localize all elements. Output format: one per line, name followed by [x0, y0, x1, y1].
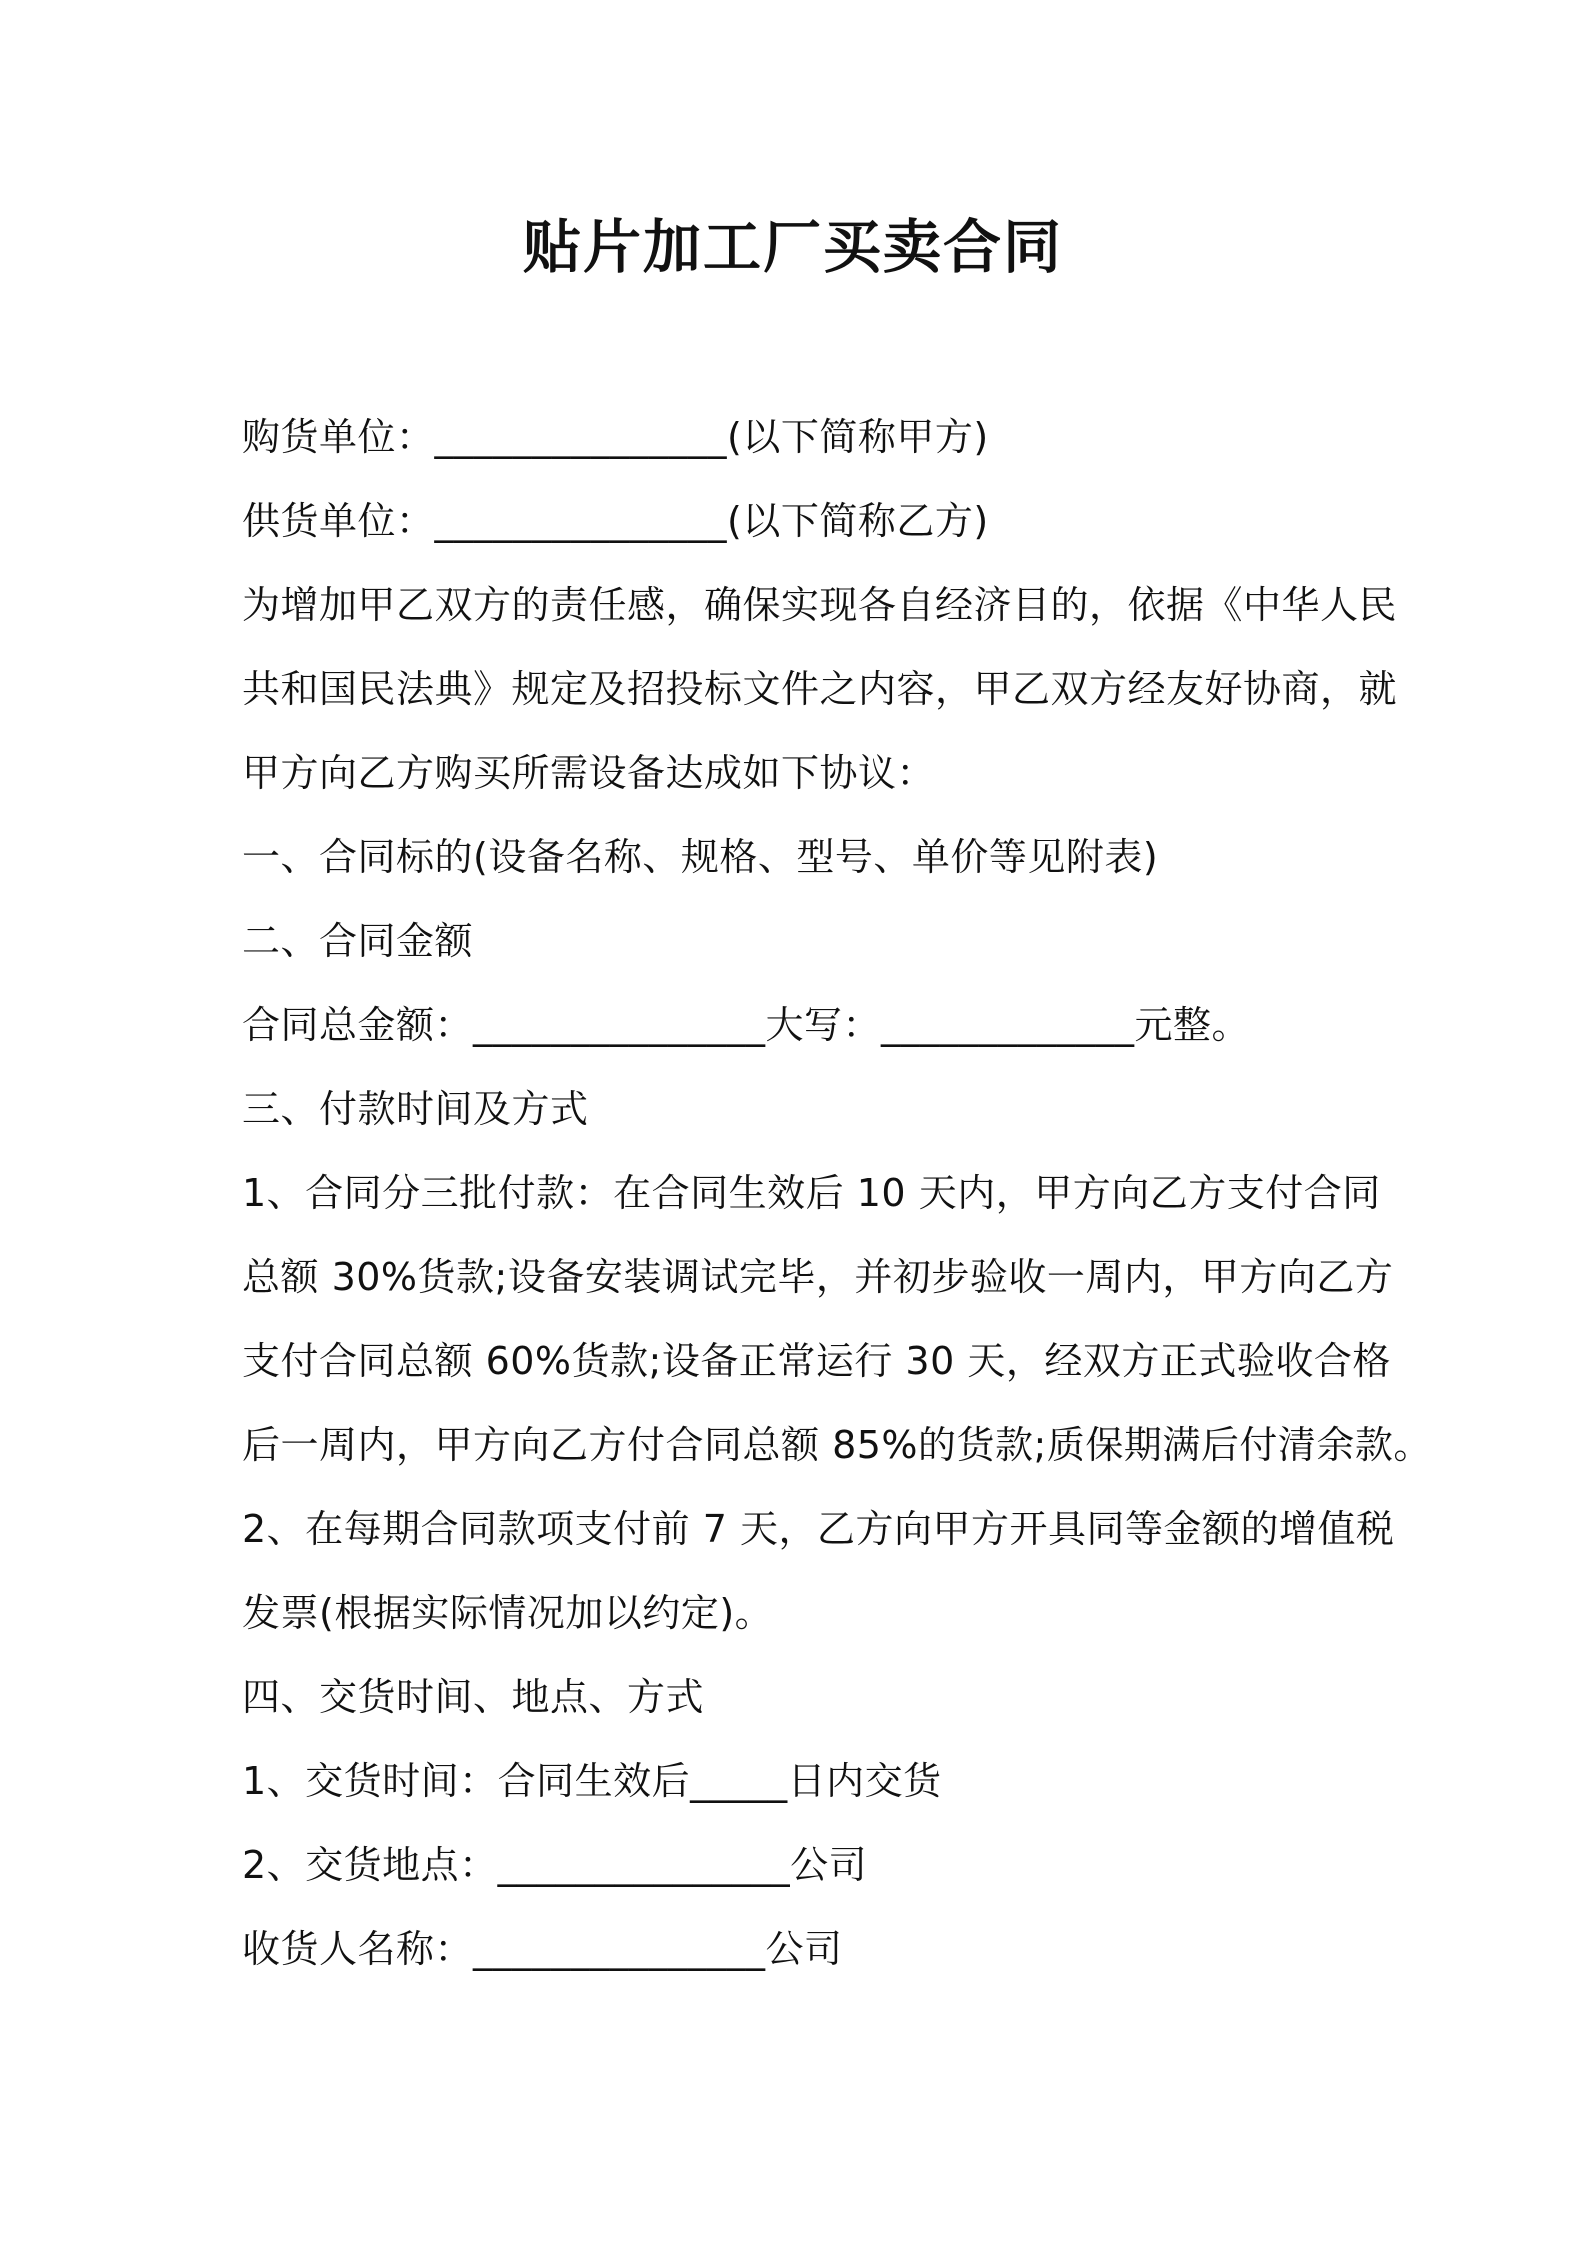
section-heading-1: 一、合同标的(设备名称、规格、型号、单价等见附表) [242, 835, 1159, 879]
document-title: 贴片加工厂买卖合同 [522, 213, 1063, 281]
preamble-line-1: 为增加甲乙双方的责任感，确保实现各自经济目的，依据《中华人民 [242, 583, 1398, 627]
preamble-line-2: 共和国民法典》规定及招投标文件之内容，甲乙双方经友好协商，就 [242, 667, 1398, 711]
delivery-place-line: 2、交货地点：_______________公司 [242, 1843, 868, 1887]
payment-clause-1-line-3: 支付合同总额 60%货款;设备正常运行 30 天，经双方正式验收合格 [242, 1339, 1391, 1383]
payment-clause-1-line-4: 后一周内，甲方向乙方付合同总额 85%的货款;质保期满后付清余款。 [242, 1423, 1432, 1467]
buyer-line: 购货单位：_______________(以下简称甲方) [242, 415, 989, 459]
payment-clause-1-line-1: 1、合同分三批付款：在合同生效后 10 天内，甲方向乙方支付合同 [242, 1171, 1381, 1215]
payment-clause-2-line-1: 2、在每期合同款项支付前 7 天，乙方向甲方开具同等金额的增值税 [242, 1507, 1395, 1551]
section-heading-2: 二、合同金额 [242, 919, 474, 963]
delivery-time-line: 1、交货时间：合同生效后_____日内交货 [242, 1759, 942, 1803]
supplier-line: 供货单位：_______________(以下简称乙方) [242, 499, 989, 543]
consignee-line: 收货人名称：_______________公司 [242, 1927, 843, 1971]
section-heading-4: 四、交货时间、地点、方式 [242, 1675, 705, 1719]
preamble-line-3: 甲方向乙方购买所需设备达成如下协议： [242, 751, 936, 795]
payment-clause-2-line-2: 发票(根据实际情况加以约定)。 [242, 1591, 774, 1635]
section-heading-3: 三、付款时间及方式 [242, 1087, 589, 1131]
payment-clause-1-line-2: 总额 30%货款;设备安装调试完毕，并初步验收一周内，甲方向乙方 [242, 1255, 1394, 1299]
total-amount-line: 合同总金额：_______________大写：_____________元整。 [242, 1003, 1251, 1047]
